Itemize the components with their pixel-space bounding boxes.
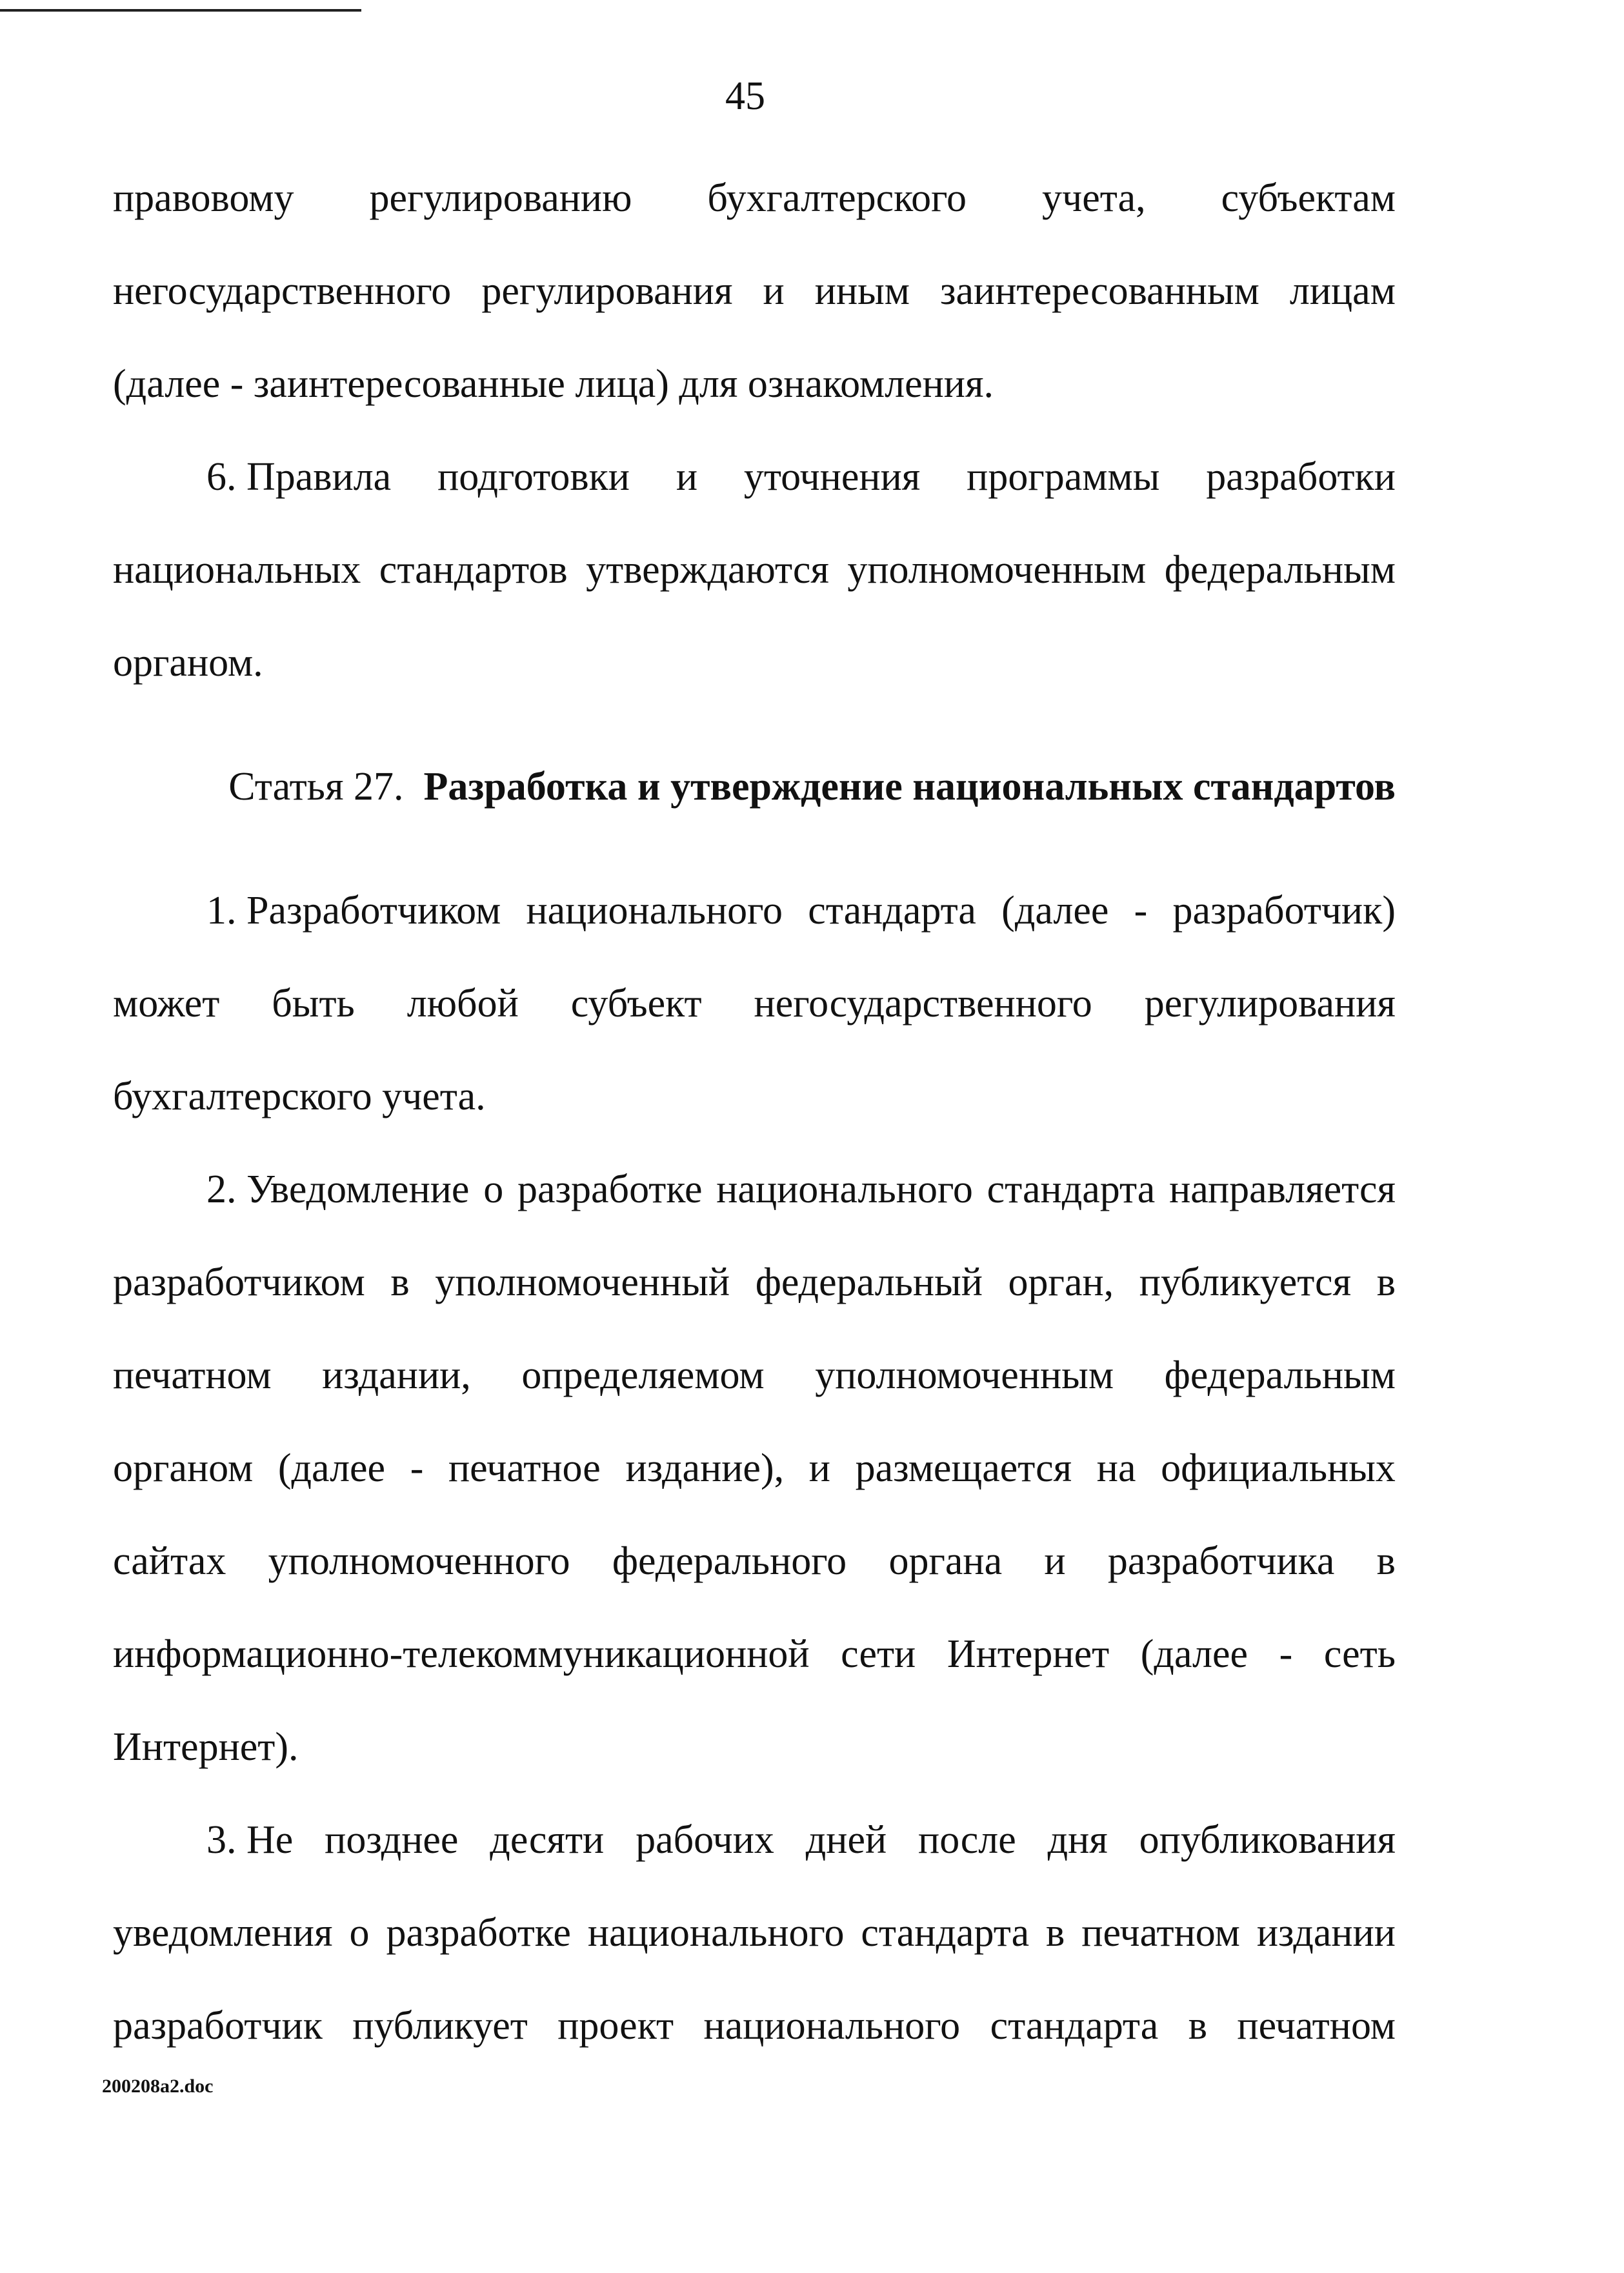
word: бухгалтерского	[707, 176, 967, 220]
word: национального	[587, 1911, 845, 1955]
word: и	[763, 269, 785, 313]
word: стандарта	[808, 889, 976, 933]
word: разработчик)	[1172, 889, 1396, 933]
word: дней	[805, 1818, 887, 1862]
text-line	[113, 1346, 1396, 1439]
paragraph-6-line	[113, 448, 1396, 541]
word: регулирования	[481, 269, 733, 313]
word: уполномоченным	[815, 1353, 1114, 1397]
word: о	[349, 1911, 370, 1955]
word: сети	[841, 1632, 916, 1676]
top-rule	[0, 9, 361, 12]
text-line	[113, 1625, 1396, 1718]
word: определяемом	[521, 1353, 765, 1397]
word: дня	[1047, 1818, 1108, 1862]
word: может	[113, 982, 220, 1025]
word: издании,	[322, 1353, 471, 1397]
word: уведомления	[113, 1911, 333, 1955]
word: десяти	[490, 1818, 605, 1862]
article-heading	[113, 758, 1396, 882]
word: направляется	[1169, 1167, 1396, 1211]
word: печатное	[448, 1446, 601, 1490]
word: информационно-телекоммуникационной	[113, 1632, 810, 1676]
text-line	[113, 1904, 1396, 1997]
word: разработчик	[113, 2004, 323, 2048]
word: в	[1376, 1539, 1396, 1583]
word: опубликования	[1139, 1818, 1396, 1862]
word: позднее	[325, 1818, 459, 1862]
text-line	[113, 541, 1396, 634]
word: публикуется	[1139, 1260, 1352, 1304]
word: издание),	[625, 1446, 785, 1490]
word: иным	[814, 269, 910, 313]
word: разработке	[386, 1911, 571, 1955]
paragraph-3-line	[113, 1811, 1396, 1904]
word: разработки	[1206, 455, 1396, 499]
word: органа	[888, 1539, 1003, 1583]
word: федеральным	[1164, 548, 1396, 592]
word: субъектам	[1221, 176, 1396, 220]
word: и	[676, 455, 697, 499]
word: подготовки	[437, 455, 630, 499]
word: утверждаются	[586, 548, 829, 592]
word: разработке	[517, 1167, 703, 1211]
word: лицам	[1289, 269, 1396, 313]
word: заинтересованным	[940, 269, 1259, 313]
word: печатном	[113, 1353, 272, 1397]
word: Интернет	[947, 1632, 1110, 1676]
text-line	[113, 1253, 1396, 1346]
text-line	[113, 169, 1396, 262]
word: федеральным	[1164, 1353, 1396, 1397]
word: 3. Не	[206, 1818, 294, 1862]
word: национальных	[113, 548, 361, 592]
word: 6. Правила	[206, 455, 392, 499]
word: негосударственного	[113, 269, 452, 313]
word: уполномоченный	[435, 1260, 730, 1304]
file-name-footer: 200208a2.doc	[102, 2076, 214, 2097]
word: печатном	[1081, 1911, 1240, 1955]
word: публикует	[352, 2004, 528, 2048]
word: уполномоченного	[268, 1539, 570, 1583]
word: уполномоченным	[847, 548, 1147, 592]
word: рабочих	[636, 1818, 774, 1862]
word: (далее	[1140, 1632, 1248, 1676]
word: программы	[967, 455, 1160, 499]
word: любой	[406, 982, 519, 1025]
word: федеральный	[755, 1260, 983, 1304]
word: орган,	[1008, 1260, 1114, 1304]
page-number: 45	[725, 74, 765, 118]
text-line: (далее - заинтересованные лица) для ознакомления.	[113, 362, 994, 406]
word: в	[1046, 1911, 1065, 1955]
word: печатном	[1237, 2004, 1396, 2048]
article-label: Статья 27.	[228, 765, 404, 809]
word: в	[1376, 1260, 1396, 1304]
text-line: Интернет).	[113, 1725, 299, 1769]
word: стандарта	[861, 1911, 1030, 1955]
text-line	[113, 1532, 1396, 1625]
word: издании	[1256, 1911, 1396, 1955]
word: органом	[113, 1446, 254, 1490]
word: разработчиком	[113, 1260, 365, 1304]
word: национального	[703, 2004, 961, 2048]
word: стандарта	[987, 1167, 1156, 1211]
word: сеть	[1323, 1632, 1396, 1676]
word: -	[1134, 889, 1148, 933]
word: 1. Разработчиком	[206, 889, 501, 933]
word: национального	[716, 1167, 973, 1211]
word: национального	[526, 889, 783, 933]
word: субъект	[570, 982, 702, 1025]
text-line	[113, 1439, 1396, 1532]
word: и	[1044, 1539, 1066, 1583]
text-line	[113, 975, 1396, 1067]
word: негосударственного	[754, 982, 1092, 1025]
text-line	[113, 262, 1396, 355]
paragraph-2-line	[113, 1160, 1396, 1253]
word: уточнения	[743, 455, 921, 499]
word: быть	[272, 982, 355, 1025]
word: регулированию	[369, 176, 632, 220]
paragraph-1-line	[113, 882, 1396, 975]
word: официальных	[1161, 1446, 1396, 1490]
word: федерального	[612, 1539, 847, 1583]
word: после	[918, 1818, 1016, 1862]
word: 2. Уведомление	[206, 1167, 470, 1211]
word: в	[390, 1260, 410, 1304]
word: учета,	[1042, 176, 1146, 220]
document-body	[113, 169, 1396, 2090]
word: и	[808, 1446, 830, 1490]
word: стандарта	[990, 2004, 1159, 2048]
word: стандартов	[379, 548, 568, 592]
word: сайтах	[113, 1539, 226, 1583]
word: -	[410, 1446, 424, 1490]
word: разработчика	[1107, 1539, 1335, 1583]
word: регулирования	[1144, 982, 1396, 1025]
word: проект	[557, 2004, 674, 2048]
word: -	[1279, 1632, 1293, 1676]
word: (далее	[277, 1446, 386, 1490]
word: (далее	[1001, 889, 1109, 933]
text-line: органом.	[113, 641, 263, 685]
article-title: Разработка и утверждение национальных стандартов	[423, 765, 1396, 809]
text-line	[113, 1997, 1396, 2090]
word: правовому	[113, 176, 294, 220]
word: в	[1188, 2004, 1207, 2048]
word: размещается	[855, 1446, 1072, 1490]
text-line: бухгалтерского учета.	[113, 1075, 486, 1118]
word: о	[483, 1167, 504, 1211]
word: на	[1096, 1446, 1136, 1490]
